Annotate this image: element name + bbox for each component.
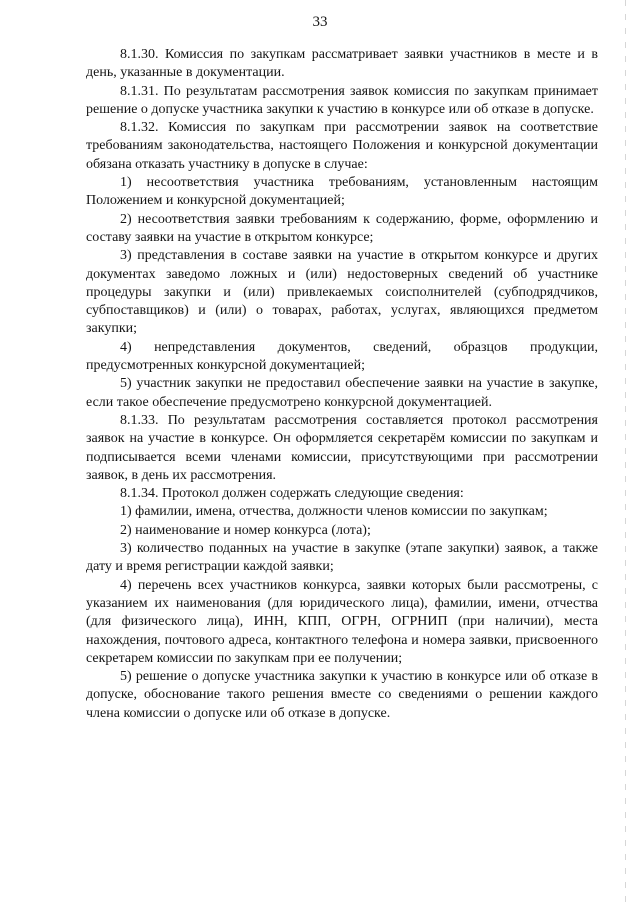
scan-edge-shadow: [625, 0, 626, 905]
clause-8-1-34: 8.1.34. Протокол должен содержать следующие сведения:: [120, 486, 464, 502]
rejection-reason-4: 4) непредставления документов, сведений, образцов продукции, предусмотренных конкурсной документацией;: [86, 339, 598, 374]
clause-8-1-32: 8.1.32. Комиссия по закупкам при рассмотрении заявок на соответствие требованиям законодательства, настоящего Положения и конкурсной документации обязана отказать участнику в допуске в случае:: [86, 120, 598, 172]
protocol-item-4: 4) перечень всех участников конкурса, заявки которых были рассмотрены, с указанием их наименования (для юридического лица), фамилии, имени, отчества (для физического лица), ИНН, КПП, ОГРН, ОГРНИП (при наличии), места нахождения, почтового адреса, контактного телефона и номера заявки, присвоенного секретарем комиссии по закупкам при ее получении;: [86, 577, 598, 666]
clause-8-1-33: 8.1.33. По результатам рассмотрения составляется протокол рассмотрения заявок на участие в конкурсе. Он оформляется секретарём комиссии по закупкам и подписывается всеми членами комиссии, присутствующими при рассмотрении заявок, в день их рассмотрения.: [86, 412, 598, 483]
protocol-item-3: 3) количество поданных на участие в закупке (этапе закупки) заявок, а также дату и время регистрации каждой заявки;: [86, 541, 598, 575]
protocol-item-1: 1) фамилии, имена, отчества, должности членов комиссии по закупкам;: [120, 504, 548, 520]
clause-8-1-31: 8.1.31. По результатам рассмотрения заявок комиссия по закупкам принимает решение о допуске участника закупки к участию в конкурсе или об отказе в допуске.: [86, 83, 598, 117]
rejection-reason-1: 1) несоответствия участника требованиям, установленным настоящим Положением и конкурсной документацией;: [86, 175, 598, 209]
page-body: [86, 46, 598, 723]
protocol-item-5: 5) решение о допуске участника закупки к участию в конкурсе или об отказе в допуске, обоснование такого решения вместе со сведениями о решении каждого члена комиссии о допуске или об отказе в допуске.: [86, 669, 598, 721]
protocol-item-2: 2) наименование и номер конкурса (лота);: [120, 522, 371, 538]
rejection-reason-2: 2) несоответствия заявки требованиям к содержанию, форме, оформлению и составу заявки на участие в открытом конкурсе;: [86, 211, 598, 245]
rejection-reason-3: 3) представления в составе заявки на участие в открытом конкурсе и других документах заведомо ложных и (или) недостоверных сведений об участнике процедуры закупки и (или) привлекаемых соисполнителей (субподрядчиков, субпоставщиков) и (или) о товарах, работах, услугах, являющихся предметом закупки;: [86, 248, 598, 337]
clause-8-1-30: 8.1.30. Комиссия по закупкам рассматривает заявки участников в месте и в день, указанные в документации.: [86, 47, 598, 81]
page-number: 33: [312, 14, 328, 30]
rejection-reason-5: 5) участник закупки не предоставил обеспечение заявки на участие в закупке, если такое обеспечение предусмотрено конкурсной документацией.: [86, 376, 598, 410]
